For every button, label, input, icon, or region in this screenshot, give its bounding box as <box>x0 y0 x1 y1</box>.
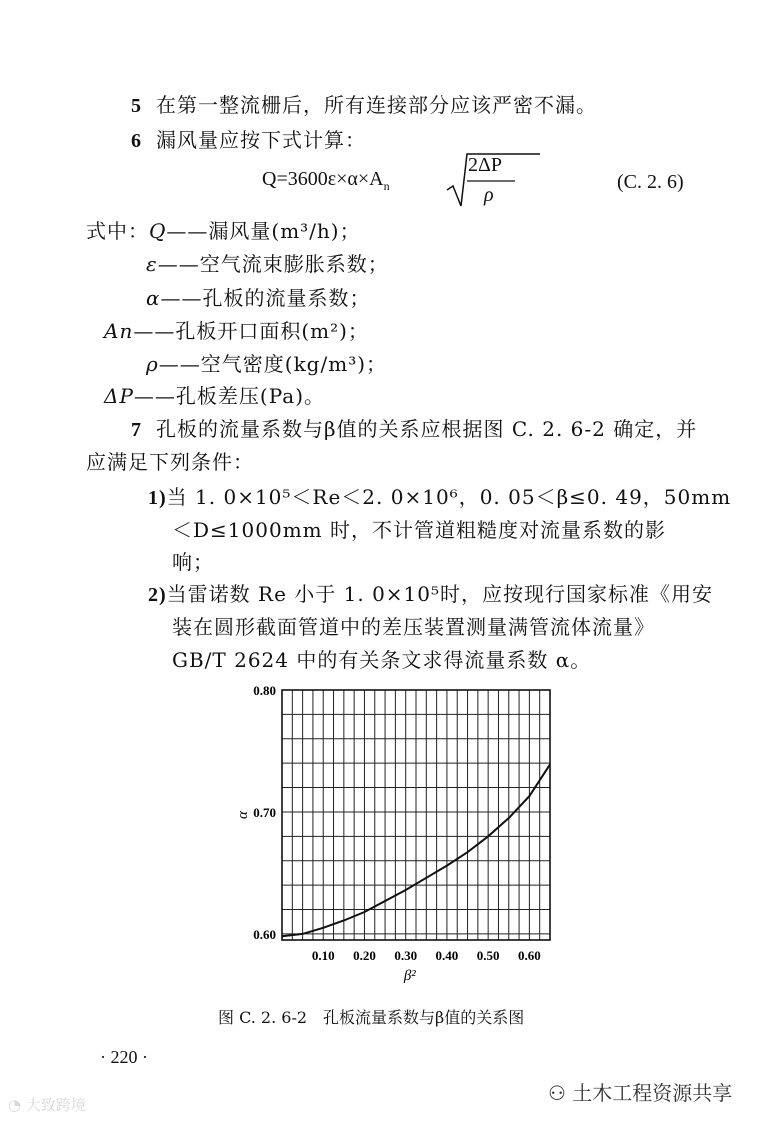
watermark-left: ◔ 大致跨境 <box>8 1096 86 1114</box>
condition-1 <box>148 481 731 510</box>
definition-text: ——孔板开口面积(m²)； <box>133 319 369 343</box>
definition-text: ——孔板的流量系数； <box>160 286 371 310</box>
definition-row <box>146 248 389 277</box>
definition-row <box>86 215 361 244</box>
definition-text: ——空气流束膨胀系数； <box>157 252 389 276</box>
item-7-continued: 应满足下列条件： <box>86 450 254 474</box>
condition-1-line-3: 响； <box>172 550 214 574</box>
sqrt-denominator: ρ <box>484 184 494 206</box>
definition-symbol: Q <box>149 219 167 243</box>
y-axis-label: α <box>235 811 251 819</box>
page-number: · 220 · <box>100 1047 148 1067</box>
x-tick-label: 0.20 <box>353 948 376 963</box>
watermark-logo-icon: ◔ <box>8 1096 26 1114</box>
sqrt-numerator: 2ΔP <box>468 154 502 176</box>
condition-number: 2) <box>148 584 167 606</box>
flow-coefficient-chart <box>230 685 560 985</box>
definition-symbol: ρ <box>146 352 159 376</box>
x-tick-label: 0.50 <box>476 948 500 963</box>
definition-symbol: α <box>146 286 161 310</box>
item-text: 在第一整流栅后，所有连接部分应该严密不漏。 <box>156 93 597 117</box>
x-tick-label: 0.10 <box>311 948 335 963</box>
definition-text: ——孔板差压(Pa)。 <box>133 384 325 408</box>
item-number: 5 <box>131 95 142 117</box>
definition-row <box>146 282 371 311</box>
item-6 <box>131 124 366 153</box>
definition-row <box>104 315 369 344</box>
figure-caption: 图 C. 2. 6-2 孔板流量系数与β值的关系图 <box>218 1008 525 1027</box>
definition-symbol: ε <box>146 252 158 276</box>
x-axis-label: β² <box>403 968 416 984</box>
definition-symbol: ΔP <box>104 384 134 408</box>
formula-label: (C. 2. 6) <box>617 171 684 193</box>
item-7 <box>131 413 697 442</box>
condition-number: 1) <box>148 487 167 509</box>
formula <box>262 150 592 212</box>
condition-2-line-3: GB/T 2624 中的有关条文求得流量系数 α。 <box>172 648 592 672</box>
definition-symbol: An <box>104 319 134 343</box>
watermark-right: ⚇ 土木工程资源共享 <box>548 1081 733 1105</box>
chart-grid <box>282 690 550 940</box>
wechat-icon: ⚇ <box>548 1081 573 1105</box>
condition-text: 当 1. 0×10⁵＜Re＜2. 0×10⁶，0. 05＜β≤0. 49，50mm <box>166 485 732 509</box>
item-text: 漏风量应按下式计算： <box>156 128 366 152</box>
condition-2 <box>148 578 713 607</box>
y-tick-label: 0.60 <box>253 926 276 942</box>
item-number: 6 <box>131 130 142 152</box>
x-tick-label: 0.40 <box>435 948 459 963</box>
item-text: 孔板的流量系数与β值的关系应根据图 C. 2. 6-2 确定，并 <box>156 417 698 441</box>
y-tick-label: 0.80 <box>253 685 276 698</box>
definitions-intro: 式中： <box>86 219 149 243</box>
x-tick-label: 0.60 <box>518 948 541 963</box>
chart-labels <box>235 685 541 984</box>
definition-row <box>104 380 325 409</box>
item-5 <box>131 89 597 118</box>
condition-2-line-2: 装在圆形截面管道中的差压装置测量满管流体流量》 <box>172 615 655 639</box>
x-tick-label: 0.30 <box>394 948 418 963</box>
item-number: 7 <box>131 419 142 441</box>
condition-1-line-2: ＜D≤1000mm 时，不计管道粗糙度对流量系数的影 <box>172 518 666 542</box>
condition-text: 当雷诺数 Re 小于 1. 0×10⁵时，应按现行国家标准《用安 <box>166 582 714 606</box>
definition-row <box>146 348 387 377</box>
definition-text: ——漏风量(m³/h)； <box>166 219 361 243</box>
definition-text: ——空气密度(kg/m³)； <box>158 352 388 376</box>
formula-expression: $Q=3600\varepsilon\times\alpha\times A_n$ <box>262 168 390 193</box>
y-tick-label: 0.70 <box>253 804 276 820</box>
